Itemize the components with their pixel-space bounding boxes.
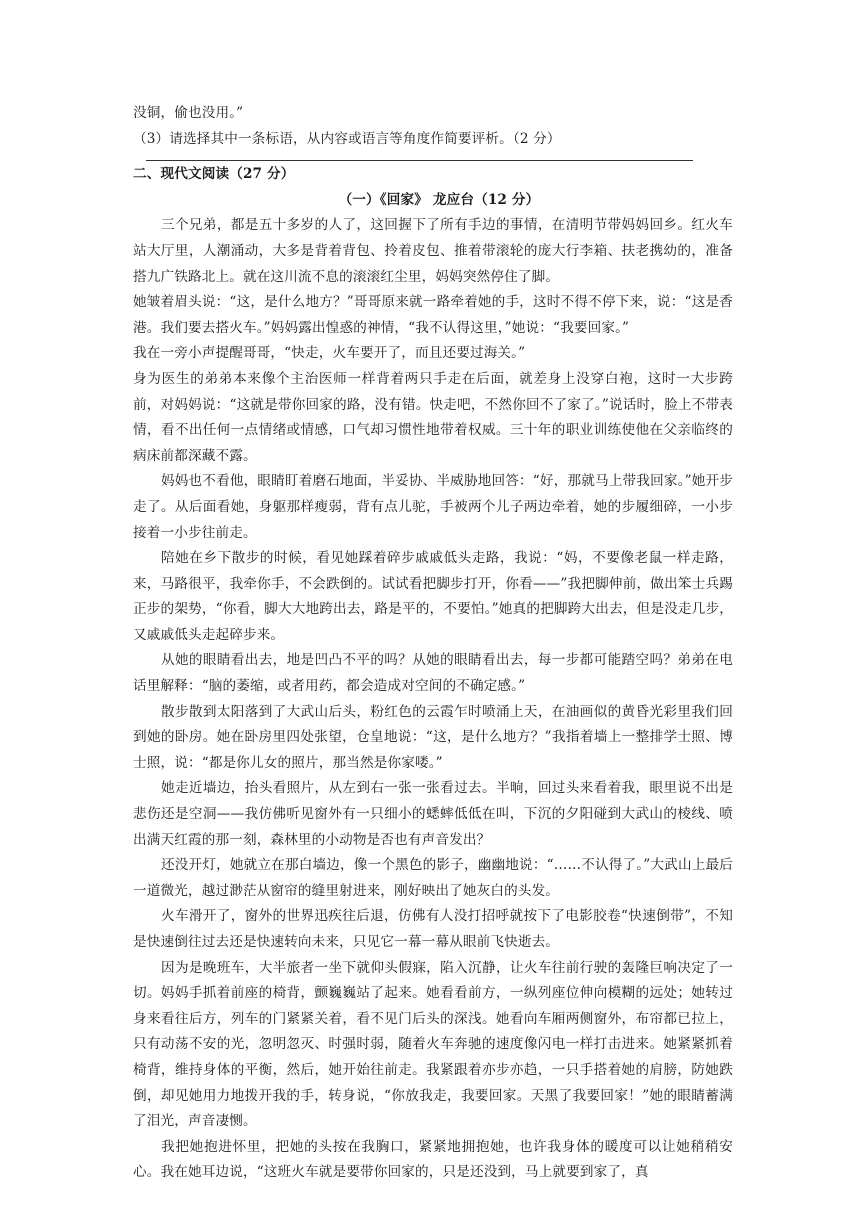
passage-title: （一）《回家》 龙应台（12 分） — [338, 191, 540, 208]
paragraph-8: 散步散到太阳落到了大武山后头，粉红色的云霞乍时喷涌上天，在油画似的黄昏光彩里我们回到她的卧房。她在卧房里四处张望，仓皇地说：“这，是什么地方？”我指着墙上一整排学士照、博士照，说：“都是你儿女的照片，那当然是你家喽。” — [133, 703, 733, 771]
question-3-tail: 没铜，偷也没用。” — [133, 105, 244, 121]
paragraph-4: 身为医生的弟弟本来像个主治医师一样背着两只手走在后面，就差身上没穿白袍，这时一大步跨前，对妈妈说：“这就是带你回家的路，没有错。快走吧，不然你回不了家了。”说话时，脸上不带表情，看不出任何一点情绪或情感，口气却习惯性地带着权威。三十年的职业训练使他在父亲临终的病床前都深藏不露。 — [133, 370, 733, 464]
page-content — [133, 101, 733, 1186]
paragraph-7: 从她的眼睛看出去，地是凹凸不平的吗？从她的眼睛看出去，每一步都可能踏空吗？弟弟在电话里解释：“脑的萎缩，或者用药，都会造成对空间的不确定感。” — [133, 652, 733, 695]
paragraph-6: 陪她在乡下散步的时候，看见她踩着碎步戚戚低头走路，我说：“妈，不要像老鼠一样走路，来，马路很平，我牵你手，不会跌倒的。试试看把脚步打开，你看——”我把脚伸前，做出笨士兵踢正步的架势，“你看，脚大大地跨出去，路是平的，不要怕。”她真的把脚跨大出去，但是没走几步，又戚戚低头走起碎步来。 — [133, 550, 733, 643]
paragraph-9: 她走近墙边，抬头看照片，从左到右一张一张看过去。半晌，回过头来看着我，眼里说不出是悲伤还是空洞——我仿佛听见窗外有一只细小的蟋蟀低低在叫，下沉的夕阳碰到大武山的棱线、喷出满天红霞的那一刻，森林里的小动物是否也有声音发出？ — [133, 780, 733, 848]
paragraph-3: 我在一旁小声提醒哥哥，“快走，火车要开了，而且还要过海关。” — [133, 345, 526, 362]
paragraph-2: 她皱着眉头说：“这，是什么地方？”哥哥原来就一路牵着她的手，这时不得不停下来，说：“这是香港。我们要去搭火车。”妈妈露出惶惑的神情，“我不认得这里，”她说：“我要回家。” — [133, 294, 733, 336]
answer-line[interactable] — [146, 160, 693, 161]
question-3: （3）请选择其中一条标语，从内容或语言等角度作简要评析。（2 分） — [133, 130, 561, 147]
paragraph-11: 火车滑开了，窗外的世界迅疾往后退，仿佛有人没打招呼就按下了电影胶卷“快速倒带”，不知是快速倒往过去还是快速转向未来，只见它一幕一幕从眼前飞快逝去。 — [133, 908, 733, 950]
section-heading: 二、现代文阅读（27 分） — [133, 166, 295, 183]
paragraph-5: 妈妈也不看他，眼睛盯着磨石地面，半妥协、半威胁地回答：“好，那就马上带我回家。”她开步走了。从后面看她，身躯那样瘦弱，背有点儿驼，手被两个儿子两边牵着，她的步履细碎，一小步接着一小步往前走。 — [133, 473, 733, 541]
paragraph-10: 还没开灯，她就立在那白墙边，像一个黑色的影子，幽幽地说：“……不认得了。”大武山上最后一道微光，越过渺茫从窗帘的缝里射进来，刚好映出了她灰白的头发。 — [133, 857, 733, 899]
paragraph-1: 三个兄弟，都是五十多岁的人了，这回握下了所有手边的事情，在清明节带妈妈回乡。红火车站大厅里，人潮涌动，大多是背着背包、拎着皮包、推着带滚轮的庞大行李箱、扶老携幼的，准备搭九广铁路北上。就在这川流不息的滚滚红尘里，妈妈突然停住了脚。 — [133, 217, 733, 285]
paragraph-13: 我把她抱进怀里，把她的头按在我胸口，紧紧地拥抱她，也许我身体的暖度可以让她稍稍安心。我在她耳边说，“这班火车就是要带你回家的，只是还没到，马上就要到家了，真 — [133, 1138, 733, 1181]
paragraph-12: 因为是晚班车，大半旅者一坐下就仰头假寐，陷入沉静，让火车往前行驶的轰隆巨响决定了一切。妈妈手抓着前座的椅背，颤巍巍站了起来。她看看前方，一纵列座位伸向模糊的远处；她转过身来看往后方，列车的门紧紧关着，看不见门后头的深浅。她看向车厢两侧窗外，布帘都已拉上，只有动荡不安的光，忽明忽灭、时强时弱，随着火车奔驰的速度像闪电一样打击进来。她紧紧抓着椅背，维持身体的平衡，然后，她开始往前走。我紧跟着亦步亦趋，一只手搭着她的肩膀，防她跌倒，却见她用力地拨开我的手，转身说，“你放我走，我要回家。天黑了我要回家！”她的眼睛蓄满了泪光，声音凄恻。 — [133, 959, 733, 1130]
